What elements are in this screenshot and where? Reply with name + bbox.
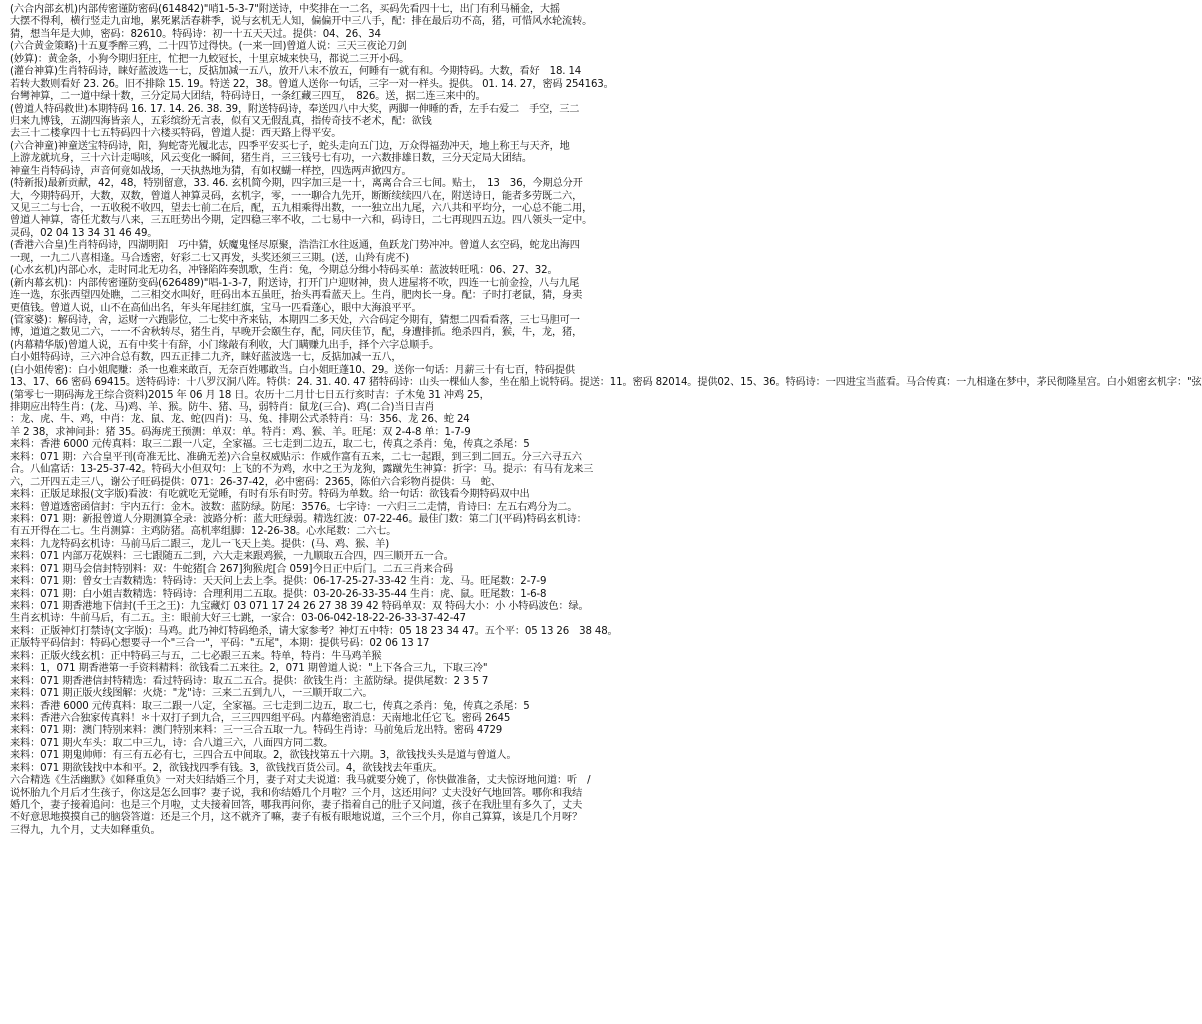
text-line: 来料：香港六合独家传真料！＊十双打子到九合，三三四四组平码。内幕绝密消息：天南地北任它飞。密码 2645 bbox=[10, 712, 511, 724]
text-line: (心水玄机)内部心水，走时同北无功名，冲锋陷阵奏凯歌，生肖：兔，今期总分缉小特码买单：蓝波转旺吼：06、27、32。 bbox=[10, 265, 558, 277]
text-line: 三得九，九个月，丈夫如释重负。 bbox=[10, 824, 161, 836]
text-line: 六，二开四五走三八，谢公子旺码提供：071：26-37-42，必中密码：2365，陈伯六合彩物肖提供：马 蛇、 bbox=[10, 476, 501, 488]
text-line: 来料：071 期：六合皇平刊(奇准无比、准确无差)六合皇权威贴示：作威作富有五来，二七一起跟，到三到二回五。分三六寻五六 bbox=[10, 451, 582, 463]
text-line: (特新报)最新贡献，42，48，特别留意，33. 46. 玄机简今期，四字加三是一十，离离合合三七间。贴士， 13 36，今期总分开 bbox=[10, 178, 583, 190]
text-line: (白小姐传密)：白小姐爬赚：杀一也难来敢百，无奈百姓哪敢当。白小姐旺蓬10、29。送你一句话：月薪三十有七百，特码提供 bbox=[10, 364, 575, 376]
text-line: (内幕精华版)曾道人说，五有中奖十有辞，小门缘敲有利收，大门瞒赚九出手，择个六字总顺手。 bbox=[10, 339, 440, 351]
text-line: 神童生肖特码诗，声音何竟如战场，一天执热地为猜，有如权蝴一样控，四选两声掀四方。 bbox=[10, 165, 412, 177]
text-line: 来料：071 期：白小姐吉数精选：特码诗：合理利用二五取。提供：03-20-26-33-35-44 生肖：虎、鼠。旺尾数：1-6-8 bbox=[10, 588, 547, 600]
text-line: (曾道人特码救世)本期特码 16. 17. 14. 26. 38. 39，附送特码诗，奉送四八中大奖，两脚一伸睡的香，左手右爱二 手空，三二 bbox=[10, 103, 580, 115]
text-line: 说怀胎九个月后才生孩子，你这是怎么回事？妻子说，我和你结婚几个月啦？三个月，这还用问？丈夫没好气地回答。哪你和我结 bbox=[10, 787, 583, 799]
text-line: 来料：正版足球报(文字版)看波：有吃就吃无觉睡，有时有乐有时劳。特码为单数。给一句话：欲钱看今期特码双中出 bbox=[10, 489, 530, 501]
text-line: 来料：071 期马会信封特别料：双：牛蛇猪[合 267]狗猴虎[合 059]今日正中后门。二五三肖来合码 bbox=[10, 563, 453, 575]
text-line: 来料：正版火线玄机：正中特码三与五，二七必跟三五来。特单，特肖：牛马鸡羊猴 bbox=[10, 650, 382, 662]
text-line: (灌台神算)生肖特码诗，睐好蓝波选一七，反掂加减一五八，放开八末不放五，何睡有一就有和。今期特码。大数，看好 18. 14 bbox=[10, 66, 582, 78]
text-line: 六合精选《生活幽默》《如释重负》一对夫妇结婚三个月，妻子对丈夫说道：我马就要分娩了，你快做准备，丈夫惊讶地问道：听 / bbox=[10, 775, 591, 787]
text-line: 大，今期特码开，大数，双数，曾道人神算灵码，玄机字，零，一一聊合九先开，断断续续四八在，附送诗日，能者多劳既二六， bbox=[10, 190, 583, 202]
text-line: 羊 2 38，求神问卦：猪 35。码海虎王预测：单双：单。特肖：鸡、猴、羊。旺尾：双 2-4-8 单：1-7-9 bbox=[10, 426, 471, 438]
text-line: 博，道道之数见二六，一一不舍秋转尽，猪生肖，早晚开会颐生存，配，同庆佳节，配，身遭排抓。绝杀四肖，猴，牛，龙，猪， bbox=[10, 327, 583, 339]
text-line: 13、17、66 密码 69415。送特码诗：十八罗汉洞八阵。特供：24. 31. 40. 47 猪特码诗：山头一棵仙人参，坐在船上说特码。提送：11。密码 82014。提供02、15、36。特码诗：一四进宝当蓝看。马合传真：一九相逢在梦中，茅民彻隆星宫。白小姐密玄机字："弦 bbox=[10, 377, 1202, 389]
text-line: (六合内部玄机)内部传密谨防密码(614842)"哨1-5-3-7"附送诗，中奖排在一二名，买码先看四十七，出门有利马桶金，大摇 bbox=[10, 4, 560, 15]
text-line: 连一选，东张西望四处瞧，二三相交水叫好，旺码出本五虽旺，抬头再看蓝天上。生肖，肥肉长一身。配：子时打老鼠，猜，身卖 bbox=[10, 290, 583, 302]
text-line: 有五开得在二七。生肖测算：主鸡防猪。高机率组脚：12-26-38。心水尾数：二六七。 bbox=[10, 526, 397, 538]
text-line: 来料：071 期：新报曾道人分期测算全录：波路分析：蓝大旺绿弱。精选红波：07-22-46。最佳门数：第二门(平码)特码玄机诗： bbox=[10, 513, 587, 525]
text-line: 台彎神算，二一道中绿十数，三分定局大团结，特码诗日，一条红藏三四互， 826。送，据二连三来中的。 bbox=[10, 91, 486, 103]
text-line: 来料：九龙特码玄机诗：马前马后二跟三，龙儿一飞天上美。提供：(马、鸡、猴、羊) bbox=[10, 538, 390, 550]
text-line: 白小姐特码诗，三六冲合总有数，四五正排二九齐，睐好蓝波选一七，反掂加减一五八， bbox=[10, 352, 402, 364]
text-line: 来料：071 期香港信封特精选：看过特码诗：取五二五合。提供：欲钱生肖：主蓝防绿。提供尾数：2 3 5 7 bbox=[10, 675, 489, 687]
text-line: 来料：香港 6000 元传真料：取三二跟一八定，全家福。三七走到二边五，取二七，传真之杀肖：兔，传真之杀尾：5 bbox=[10, 700, 530, 712]
text-line: (妙算)：黄金条，小狗今期归狂庄，忙把一九蛟冠长，十里京城来快马，都说二三开小码。 bbox=[10, 53, 410, 65]
text-line: 一现，一九二八喜相逢。马合透密，好彩二七又再发，头奖还须三三期。(送，山羚有虎不) bbox=[10, 252, 410, 264]
text-line: 不好意思地摸摸自己的脑袋答道：还是三个月，这不就齐了嘛，妻子有板有眼地说道，三个三个月，你自己算算，该是几个月呀？ bbox=[10, 812, 583, 824]
text-line: 来料：071 期欲钱找中本和平。2，欲钱找四季有钱。3，欲钱找百货公司。4，欲钱找去年重庆。 bbox=[10, 762, 443, 774]
text-line: ：龙、虎、牛、鸡，中肖：龙、鼠、龙、蛇(四肖)：马、兔、排期公式杀特肖：马：356、龙 26、蛇 24 bbox=[10, 414, 470, 426]
text-line: 来料：071 期：澳门特别来料：澳门特别来料：三一三合五取一九。特码生肖诗：马前兔后龙出特。密码 4729 bbox=[10, 725, 503, 737]
text-line: (六合黄金策略)十五夏季醉三鸦，二十四节过得快。(一来一回)曾道人说：三天三夜论刀剑 bbox=[10, 41, 407, 53]
text-line: 来料：071 期香港地下信封(千王之王)：九宝藏灯 03 071 17 24 26 27 38 39 42 特码单双：双 特码大小：小 小特码波色：绿。 bbox=[10, 601, 589, 612]
text-line: 上游龙就坑身，三十六计走喝咳，风云变化一瞬间，猪生肖，三三钱号七有功，一六数排雄日数，三分天定局大团结。 bbox=[10, 153, 532, 165]
text-line: 灵码，02 04 13 34 31 46 49。 bbox=[10, 227, 158, 239]
text-line: 来料：1，071 期香港第一手资料精料：欲钱看二五来往。2，071 期曾道人说："上下各合三九，下取三冷" bbox=[10, 663, 488, 675]
text-line: 更值钱。曾道人说，山不在高仙出名，年头年尾挂红旗，宝马一匹看蓬心，眼中大海浪平平。 bbox=[10, 302, 422, 314]
text-line: 又见三二与七合，一五收税不收四，望去七前二在后，配，五九相乘得出数，一一独立出九尾，六八共和平均分，一心总不能二用， bbox=[10, 203, 593, 214]
text-line: 来料：071 内部万花娱料：三七跟随五二到，六大走来跟鸡猴，一九顺取五合四，四三顺开五一合。 bbox=[10, 551, 454, 563]
text-line: 来料：071 期鬼帅师：有三有五必有七，三四合五中间取。2，欲钱找第五十六期。3，欲钱找头头是道与曾道人。 bbox=[10, 750, 517, 762]
text-line: 来料：曾道透密函信封：宇内五行：金木。波数：蓝防绿。防尾：3576。七字诗：一六归三二走情，肯诗曰：左五右鸡分为二。 bbox=[10, 501, 578, 513]
text-line: 大摆不得利，横行竖走九亩地，累死累活春耕季，说与玄机无人知，偏偏开中三八手，配：排在最后功不高，猪，可惜风水轮流转。 bbox=[10, 16, 593, 28]
text-line: 生肖玄机诗：牛前马后，有二五。主：眼前大好三七跳，一家合：03-06-042-18-22-26-33-37-42-47 bbox=[10, 613, 466, 625]
text-line: 正版特平码信封：特码心想要寻一个"三合一"，平码："五尾"，本期：提供号码：02 06 13 17 bbox=[10, 638, 430, 650]
text-line: 婚几个，妻子接着追问：也是三个月啦，丈夫接着回答，哪我再问你，妻子指着自己的肚子又问道，孩子在我肚里有多久了，丈夫 bbox=[10, 800, 583, 811]
text-line: (六合神童)神童送宝特码诗，阳，狗蛇寄光履北志，四季平安买七子，蛇头走向五门边，万众得福劲冲天，地上称王与天齐，地 bbox=[10, 140, 570, 152]
text-line: 合。八仙富话：13-25-37-42。特码大小但双句：上飞的不为鸡，水中之王为龙狗，露蹴先生神算：折字：马。提示：有马有龙来三 bbox=[10, 464, 594, 476]
text-line: 曾道人神算，寄任尤数与八来，三五旺势出今期，定四稳三率不收，二七易中一六和，码诗日，二七再现四五边。四八领头一定中。 bbox=[10, 215, 593, 227]
text-line: (新内幕玄机)：内部传密谨防变码(626489)"唱-1-3-7，附送诗，打开门户迎财神，贵人进屋将不吹，四连一七前金捡，八与九尾 bbox=[10, 277, 580, 289]
text-line: (香港六合皇)生肖特码诗，四湖明阳 巧中猜，妖魔鬼怪尽原聚，浩浩江水往返通，鱼跃龙门势冲冲。曾道人玄空码，蛇龙出海四 bbox=[10, 240, 580, 252]
text-line: 来料：香港 6000 元传真料：取三二跟一八定，全家福。三七走到二边五，取二七，传真之杀肖：兔，传真之杀尾：5 bbox=[10, 439, 530, 451]
text-line: 去三十二楼拿四十七五特码四十六楼买特码，曾道人提：西天路上得平安。 bbox=[10, 128, 342, 140]
text-line: 猜，想当年是大帅，密码：82610。特码诗：初一十五天天过。提供：04、26、34 bbox=[10, 28, 381, 40]
text-line: 若转大数则看好 23. 26。旧不排除 15. 19。特送 22，38。曾道人送你一句话，三字一对一样头。提供。 01. 14. 27，密码 254163。 bbox=[10, 78, 614, 90]
text-line: 来料：正版神灯打禁诗(文字版)：马鸡。此乃神灯特码绝杀，请大家参考？神灯五中特：05 18 23 34 47。五个平：05 13 26 38 48。 bbox=[10, 625, 618, 637]
text-line: 来料：071 期正版火线图解：火烧："龙"诗：三来二五到九八，一三顺开取二六。 bbox=[10, 688, 373, 700]
text-line: 来料：071 期：曾女士吉数精选：特码诗：天天问上去上李。提供：06-17-25-27-33-42 生肖：龙、马。旺尾数：2-7-9 bbox=[10, 576, 547, 588]
text-line: 归来九博钱，五湖四海皆亲人，五彩缤纷无言表，似有又无假乱真，指传奇技不老术，配：欲钱 bbox=[10, 115, 432, 127]
text-line: (管家婆)：解码诗，舍，运财一六跑影位，二七奖中齐来钻，本期四二多天处，六合码定今期有，猜想二四看看落，三七马胆可一 bbox=[10, 314, 580, 326]
text-line: 排期应出特生肖：(龙、马)鸡、羊、猴。防牛、猪、马，弱特肖：鼠龙(三合)、鸡(二合)当日吉肖 bbox=[10, 402, 435, 413]
text-line: 来料：071 期火车头：取二中三九，诗：合八道三六，八面四方同二数。 bbox=[10, 737, 334, 749]
text-line: (第零七一期码海龙王综合资料)2015 年 06 月 18 日。农历十二月廿七日五行亥时吉：子木兔 31 冲鸡 25， bbox=[10, 389, 490, 401]
